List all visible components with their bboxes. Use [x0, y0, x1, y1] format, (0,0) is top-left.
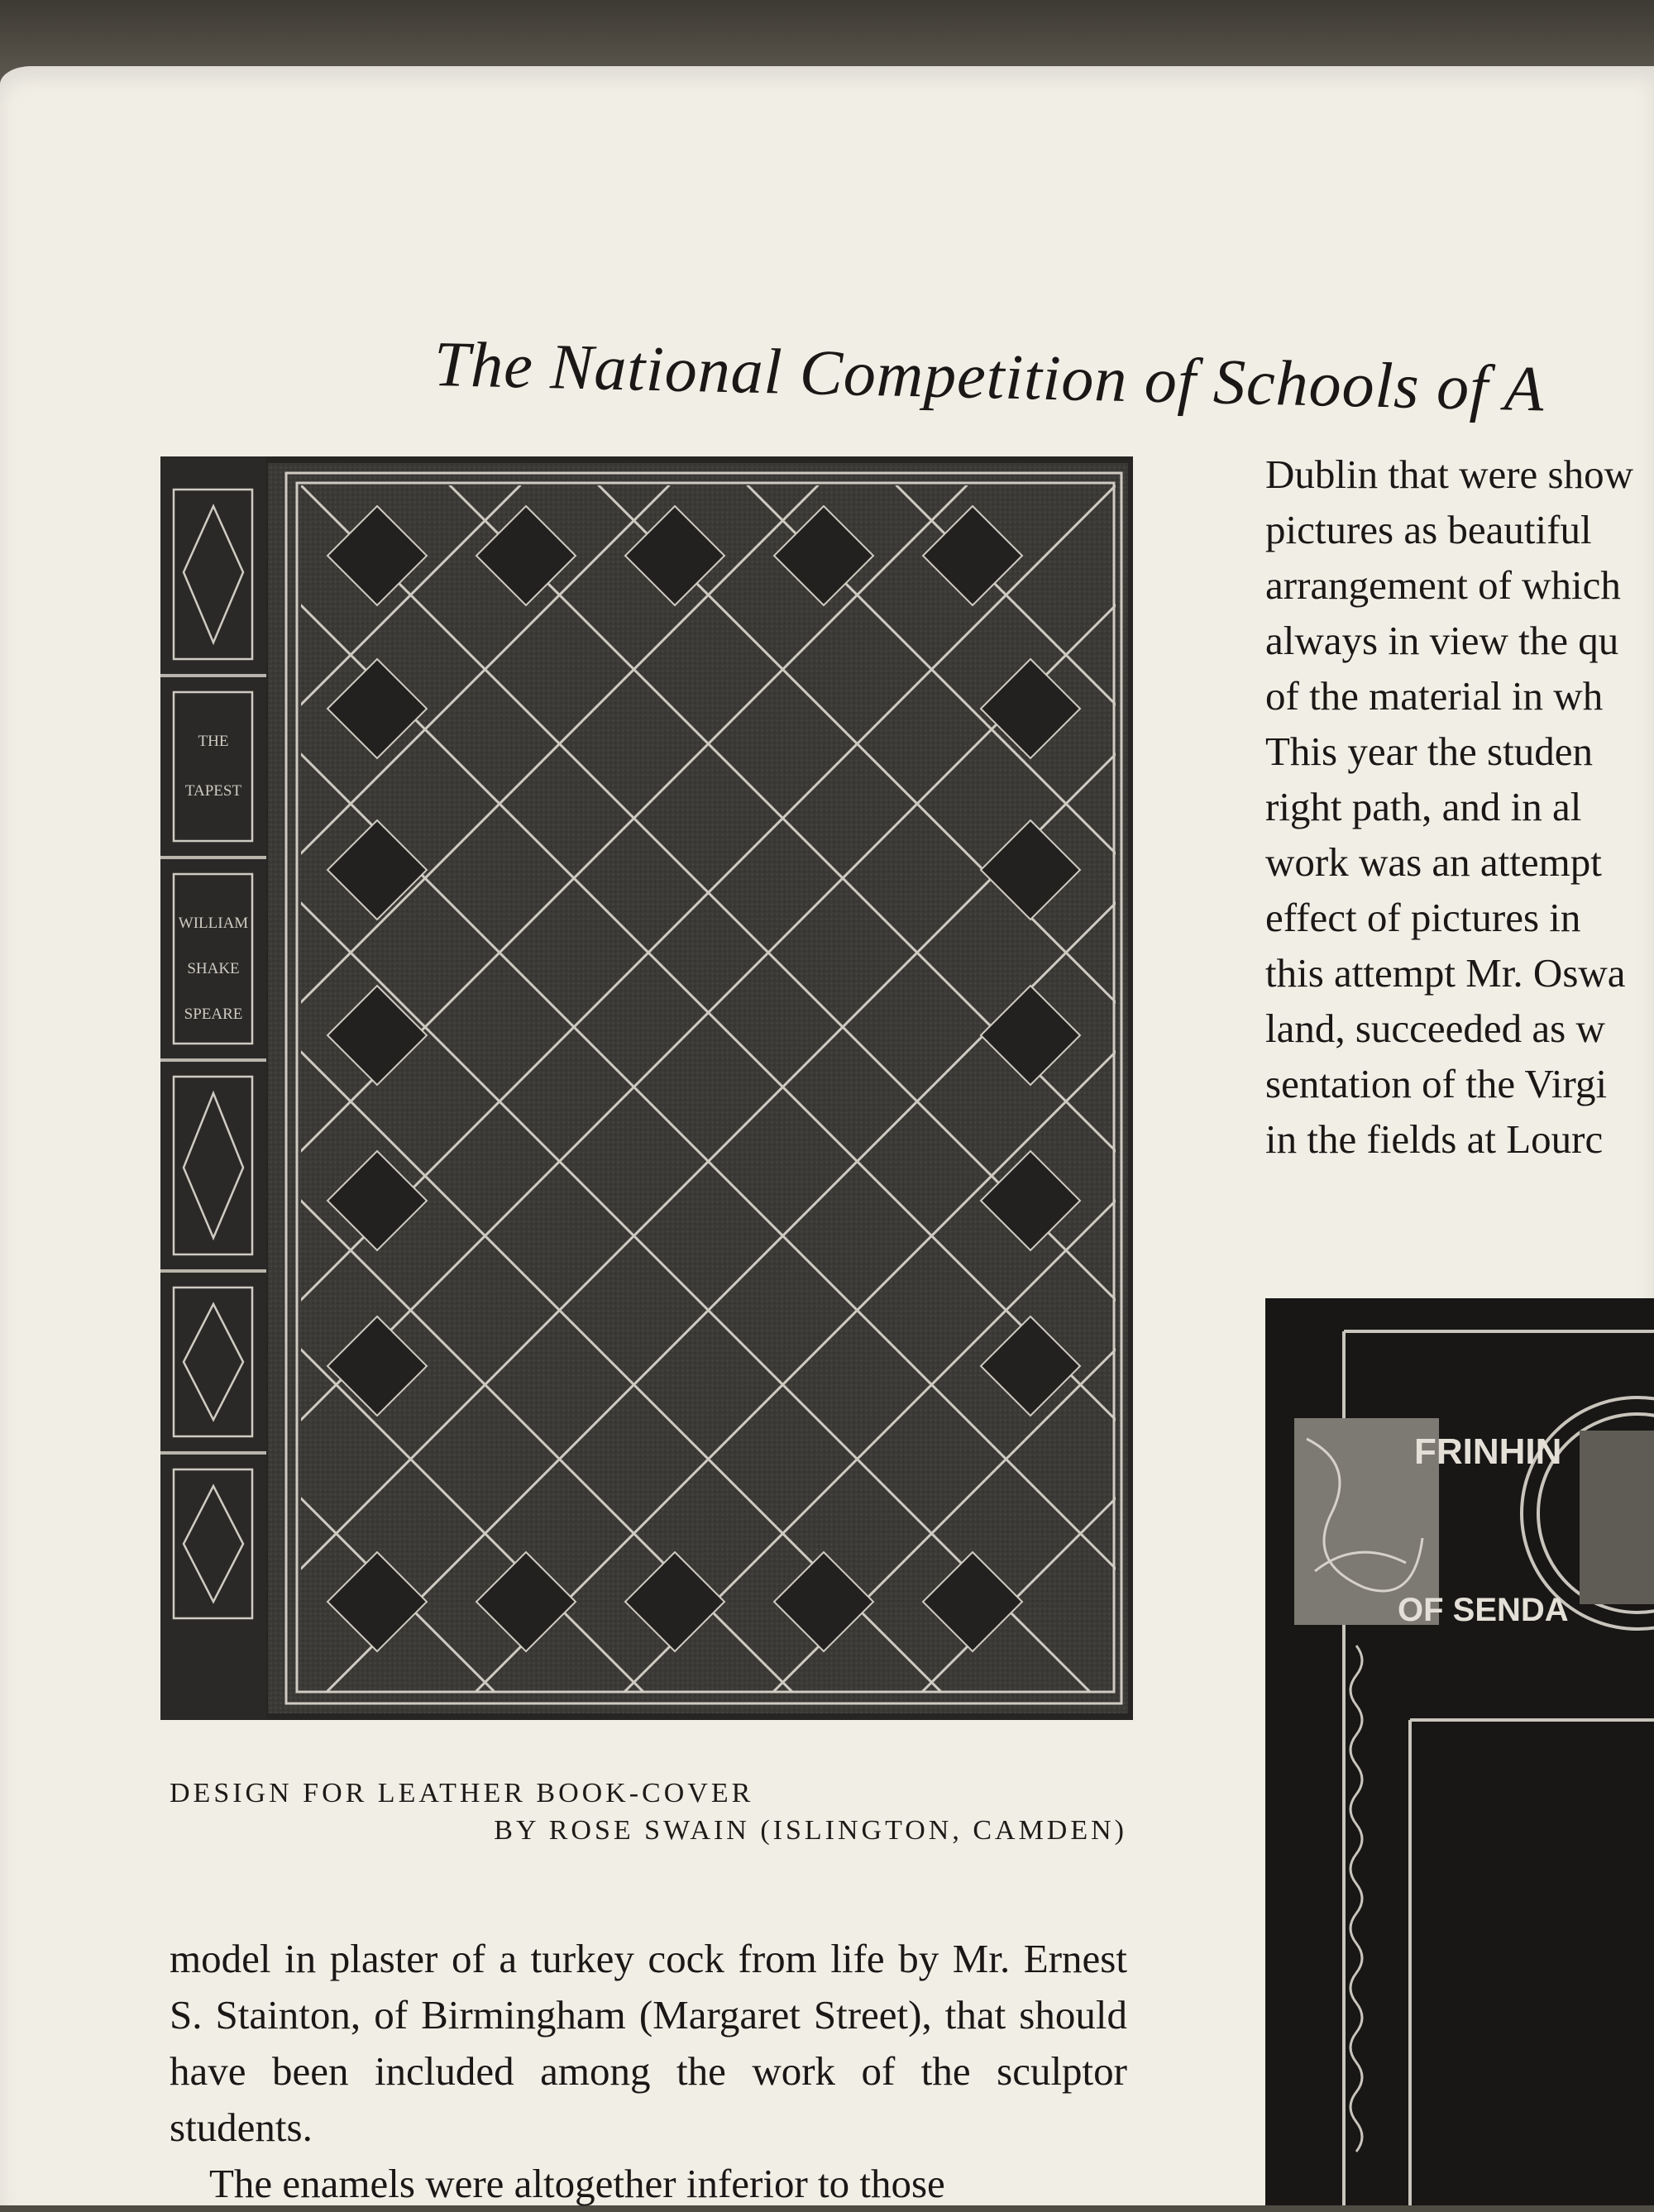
- text-line: right path, and in al: [1265, 784, 1582, 829]
- paragraph: model in plaster of a turkey cock from life by Mr. Ernest S. Stainton, of Birmingham (Margaret Street), that should have been included among the work of the sculptor students.: [170, 1936, 1127, 2150]
- text-line: sentation of the Virgi: [1265, 1061, 1608, 1106]
- spine-author-line1: WILLIAM: [178, 915, 249, 932]
- spine-title-line1: THE: [198, 733, 229, 750]
- paragraph: The enamels were altogether inferior to those: [209, 2161, 945, 2206]
- illuminated-panel-plate: [1265, 1298, 1654, 2205]
- panel-text-line1: FRINHIN: [1414, 1431, 1562, 1472]
- text-line: in the fields at Lourc: [1265, 1116, 1604, 1162]
- running-head: The National Competition of Schools of A: [433, 327, 1546, 425]
- panel-text-line2: OF SENDA: [1398, 1592, 1569, 1628]
- text-line: Dublin that were show: [1265, 451, 1633, 497]
- body-text-right-column: [1265, 447, 1654, 1167]
- text-line: effect of pictures in: [1265, 895, 1581, 940]
- text-line: pictures as beautiful: [1265, 507, 1592, 552]
- figure-caption-line2: BY ROSE SWAIN (ISLINGTON, CAMDEN): [494, 1815, 1127, 1846]
- text-line: work was an attempt: [1265, 839, 1602, 885]
- body-text-left: [170, 1931, 1127, 2212]
- spine-title-line2: TAPEST: [184, 782, 242, 800]
- spine-author-line3: SPEARE: [184, 1006, 243, 1023]
- text-line: this attempt Mr. Oswa: [1265, 950, 1626, 996]
- text-line: always in view the qu: [1265, 618, 1619, 663]
- text-line: This year the studen: [1265, 729, 1593, 774]
- text-line: of the material in wh: [1265, 673, 1604, 719]
- figure-caption-line1: DESIGN FOR LEATHER BOOK-COVER: [170, 1778, 754, 1808]
- text-line: arrangement of which: [1265, 562, 1621, 608]
- text-line: land, succeeded as w: [1265, 1006, 1605, 1051]
- leather-book-cover-plate: [160, 456, 1133, 1720]
- spine-author-line2: SHAKE: [187, 960, 240, 977]
